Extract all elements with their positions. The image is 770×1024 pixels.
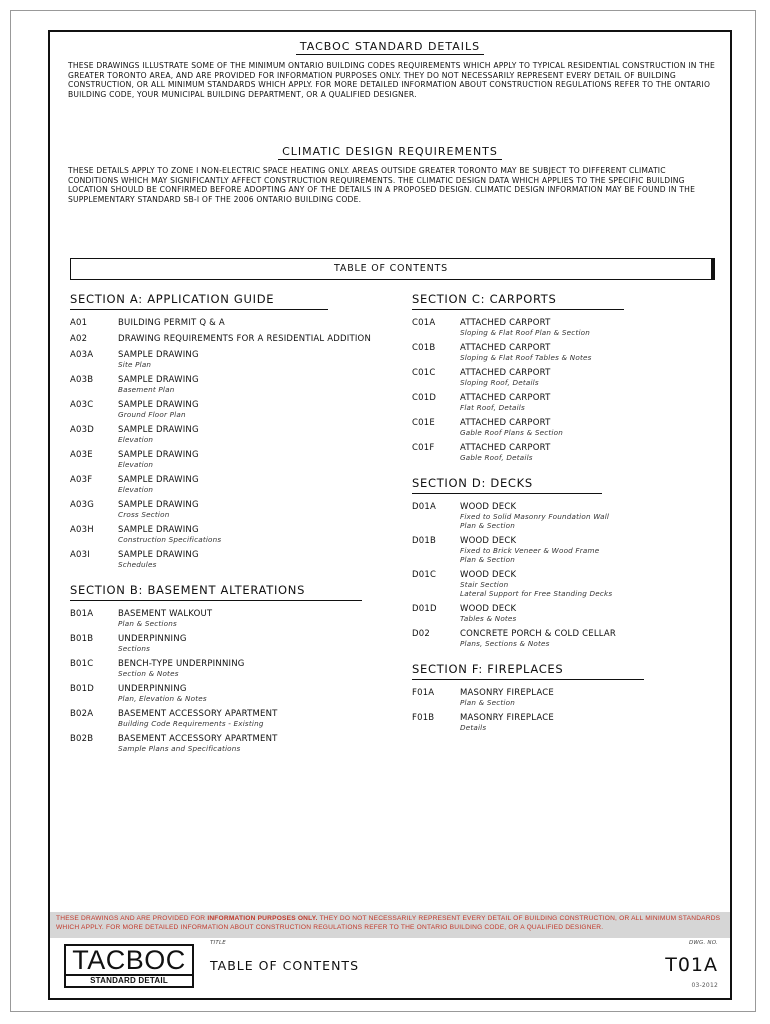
entry-title: ATTACHED CARPORT [460, 318, 551, 328]
entry-subtitle: Building Code Requirements - Existing [118, 719, 264, 728]
section-a-list [70, 318, 390, 569]
toc-entry [412, 713, 732, 732]
entry-code: C01C [412, 368, 436, 378]
toc-entry [70, 709, 390, 728]
entry-subtitle: Fixed to Brick Veneer & Wood Frame Plan & Section [460, 546, 600, 564]
entry-title: UNDERPINNING [118, 684, 187, 694]
climatic-paragraph: THESE DETAILS APPLY TO ZONE I NON-ELECTRIC SPACE HEATING ONLY. AREAS OUTSIDE GREATER TORONTO MAY BE SUBJECT TO DIFFERENT CLIMATIC CONDITIONS WHICH MAY SIGNIFICANTLY AFFECT CONSTRUCTION REQUIREMENTS. THE CLIMATIC DESIGN DATA WHICH APPLIES TO THE SPECIFIC BUILDING LOCATION SHOULD BE CONFIRMED BEFORE ADOPTING ANY OF THE DETAILS IN A PROPOSED DESIGN. CLIMATIC DESIGN INFORMATION MAY BE FOUND IN THE SUPPLEMENTARY STANDARD SB-I OF THE 2006 ONTARIO BUILDING CODE. [68, 166, 696, 204]
toc-entry [412, 318, 732, 337]
toc-entry [70, 659, 390, 678]
entry-title: ATTACHED CARPORT [460, 343, 551, 353]
entry-subtitle: Tables & Notes [460, 614, 517, 623]
entry-code: D01D [412, 604, 437, 614]
toc-entry [70, 350, 390, 369]
entry-code: C01F [412, 443, 435, 453]
entry-code: B02A [70, 709, 94, 719]
entry-subtitle: Elevation [118, 485, 154, 494]
logo-wordmark: TACBOC [72, 945, 186, 975]
section-b-list [70, 609, 390, 753]
entry-title: SAMPLE DRAWING [118, 500, 199, 510]
entry-subtitle: Gable Roof Plans & Section [460, 428, 563, 437]
entry-title: SAMPLE DRAWING [118, 425, 199, 435]
entry-title: WOOD DECK [460, 502, 517, 512]
toc-entry [70, 500, 390, 519]
toc-entry [412, 368, 732, 387]
entry-code: A03C [70, 400, 94, 410]
entry-title: UNDERPINNING [118, 634, 187, 644]
toc-entry [412, 570, 732, 598]
toc-entry [70, 425, 390, 444]
disclaimer-emphasis: INFORMATION PURPOSES ONLY. [207, 915, 318, 922]
toc-entry [70, 318, 390, 328]
entry-title: DRAWING REQUIREMENTS FOR A RESIDENTIAL ADDITION [118, 334, 372, 344]
toc-entry [70, 734, 390, 753]
entry-subtitle: Ground Floor Plan [118, 410, 186, 419]
entry-title: SAMPLE DRAWING [118, 550, 199, 560]
entry-code: C01A [412, 318, 436, 328]
drawing-sheet [48, 30, 732, 1000]
entry-subtitle: Gable Roof, Details [460, 453, 533, 462]
entry-title: BASEMENT WALKOUT [118, 609, 213, 619]
entry-title: ATTACHED CARPORT [460, 393, 551, 403]
entry-subtitle: Plan, Elevation & Notes [118, 694, 207, 703]
entry-subtitle: Stair Section Lateral Support for Free Standing Decks [460, 580, 613, 598]
entry-code: F01B [412, 713, 435, 723]
entry-subtitle: Elevation [118, 460, 154, 469]
toc-entry [70, 475, 390, 494]
section-d-heading: SECTION D: DECKS [412, 476, 602, 494]
entry-title: BENCH-TYPE UNDERPINNING [118, 659, 245, 669]
entry-code: D01B [412, 536, 436, 546]
disclaimer-text-continued: THEY DO NOT NECESSARILY REPRESENT EVERY DETAIL OF BUILDING CONSTRUCTION, OR ALL MINIMUM STANDARDS WHICH APPLY. FOR MORE DETAILED INFORMATION ABOUT CONSTRUCTION REGULATIONS REFER TO THE ONTARIO BUILDING CODE, OR A QUALIFIED DESIGNER. [56, 915, 721, 931]
entry-title: MASONRY FIREPLACE [460, 688, 554, 698]
entry-title: ATTACHED CARPORT [460, 443, 551, 453]
title-label: TITLE [210, 940, 226, 946]
tacboc-logo [64, 944, 194, 988]
section-b-heading: SECTION B: BASEMENT ALTERATIONS [70, 583, 362, 601]
entry-title: SAMPLE DRAWING [118, 525, 199, 535]
revision-date: 03-2012 [691, 982, 718, 989]
entry-subtitle: Details [460, 723, 487, 732]
entry-subtitle: Flat Roof, Details [460, 403, 525, 412]
entry-code: D02 [412, 629, 430, 639]
section-f-heading: SECTION F: FIREPLACES [412, 662, 644, 680]
document-title: TACBOC STANDARD DETAILS [50, 40, 730, 53]
entry-subtitle: Sample Plans and Specifications [118, 744, 241, 753]
toc-entry [70, 375, 390, 394]
entry-title: WOOD DECK [460, 570, 517, 580]
entry-title: BASEMENT ACCESSORY APARTMENT [118, 734, 278, 744]
entry-subtitle: Plan & Sections [118, 619, 177, 628]
entry-code: B01D [70, 684, 94, 694]
toc-entry [412, 418, 732, 437]
entry-subtitle: Cross Section [118, 510, 170, 519]
toc-entry [412, 629, 732, 648]
entry-code: A03D [70, 425, 94, 435]
toc-entry [412, 393, 732, 412]
section-c-heading: SECTION C: CARPORTS [412, 292, 624, 310]
entry-subtitle: Site Plan [118, 360, 152, 369]
toc-heading-box [70, 258, 715, 280]
toc-left-column [70, 288, 390, 753]
toc-entry [412, 502, 732, 530]
toc-entry [412, 536, 732, 564]
entry-title: SAMPLE DRAWING [118, 450, 199, 460]
intro-paragraph: THESE DRAWINGS ILLUSTRATE SOME OF THE MINIMUM ONTARIO BUILDING CODES REQUIREMENTS WHICH APPLY TO TYPICAL RESIDENTIAL CONSTRUCTION IN THE GREATER TORONTO AREA, AND ARE PROVIDED FOR INFORMATION PURPOSES ONLY. THEY DO NOT NECESSARILY REPRESENT EVERY DETAIL OF BUILDING CONSTRUCTION, OR ALL MINIMUM STANDARDS WHICH APPLY. FOR MORE DETAILED INFORMATION ABOUT CONSTRUCTION REGULATIONS REFER TO THE ONTARIO BUILDING CODE, YOUR MUNICIPAL BUILDING DEPARTMENT, OR A QUALIFIED DESIGNER. [68, 61, 715, 99]
entry-code: B01B [70, 634, 94, 644]
entry-title: BUILDING PERMIT Q & A [118, 318, 225, 328]
entry-subtitle: Sloping & Flat Roof Plan & Section [460, 328, 591, 337]
logo-subtitle: STANDARD DETAIL [66, 974, 192, 986]
entry-subtitle: Construction Specifications [118, 535, 222, 544]
entry-code: A02 [70, 334, 88, 344]
section-a-heading: SECTION A: APPLICATION GUIDE [70, 292, 328, 310]
entry-subtitle: Plans, Sections & Notes [460, 639, 550, 648]
toc-entry [412, 443, 732, 462]
entry-title: MASONRY FIREPLACE [460, 713, 554, 723]
entry-title: WOOD DECK [460, 604, 517, 614]
entry-code: C01D [412, 393, 437, 403]
section-f-list [412, 688, 732, 732]
entry-title: SAMPLE DRAWING [118, 350, 199, 360]
entry-code: A03F [70, 475, 93, 485]
entry-code: D01A [412, 502, 436, 512]
section-d-list [412, 502, 732, 648]
disclaimer-banner [50, 912, 730, 938]
entry-title: CONCRETE PORCH & COLD CELLAR [460, 629, 617, 639]
title-block [50, 938, 730, 998]
toc-entry [412, 604, 732, 623]
toc-entry [70, 450, 390, 469]
entry-subtitle: Plan & Section [460, 698, 515, 707]
toc-entry [70, 634, 390, 653]
toc-entry [70, 609, 390, 628]
entry-title: ATTACHED CARPORT [460, 368, 551, 378]
toc-entry [70, 684, 390, 703]
entry-title: SAMPLE DRAWING [118, 400, 199, 410]
entry-subtitle: Fixed to Solid Masonry Foundation Wall Plan & Section [460, 512, 610, 530]
entry-code: A03I [70, 550, 90, 560]
toc-entry [70, 550, 390, 569]
entry-code: D01C [412, 570, 437, 580]
entry-subtitle: Elevation [118, 435, 154, 444]
section-c-list [412, 318, 732, 462]
entry-code: A03A [70, 350, 94, 360]
entry-code: A03E [70, 450, 93, 460]
entry-code: A01 [70, 318, 88, 328]
entry-title: BASEMENT ACCESSORY APARTMENT [118, 709, 278, 719]
entry-code: B01A [70, 609, 94, 619]
drawing-number: T01A [665, 954, 718, 976]
climatic-heading: CLIMATIC DESIGN REQUIREMENTS [50, 145, 730, 158]
entry-code: A03H [70, 525, 94, 535]
drawing-number-label: DWG. NO. [688, 940, 718, 946]
entry-code: A03G [70, 500, 95, 510]
entry-code: C01E [412, 418, 435, 428]
toc-entry [412, 343, 732, 362]
entry-subtitle: Schedules [118, 560, 157, 569]
sheet-title: TABLE OF CONTENTS [210, 958, 360, 973]
toc-entry [70, 334, 390, 344]
entry-title: ATTACHED CARPORT [460, 418, 551, 428]
entry-subtitle: Basement Plan [118, 385, 175, 394]
toc-heading: TABLE OF CONTENTS [334, 263, 448, 274]
toc-right-column [412, 288, 732, 732]
entry-code: B02B [70, 734, 94, 744]
entry-subtitle: Sections [118, 644, 151, 653]
entry-title: SAMPLE DRAWING [118, 475, 199, 485]
toc-entry [412, 688, 732, 707]
entry-subtitle: Section & Notes [118, 669, 179, 678]
entry-subtitle: Sloping Roof, Details [460, 378, 539, 387]
entry-code: F01A [412, 688, 435, 698]
toc-entry [70, 400, 390, 419]
entry-code: B01C [70, 659, 94, 669]
entry-subtitle: Sloping & Flat Roof Tables & Notes [460, 353, 592, 362]
entry-title: SAMPLE DRAWING [118, 375, 199, 385]
toc-entry [70, 525, 390, 544]
entry-title: WOOD DECK [460, 536, 517, 546]
entry-code: C01B [412, 343, 436, 353]
entry-code: A03B [70, 375, 94, 385]
disclaimer-text: THESE DRAWINGS AND ARE PROVIDED FOR [56, 915, 208, 922]
